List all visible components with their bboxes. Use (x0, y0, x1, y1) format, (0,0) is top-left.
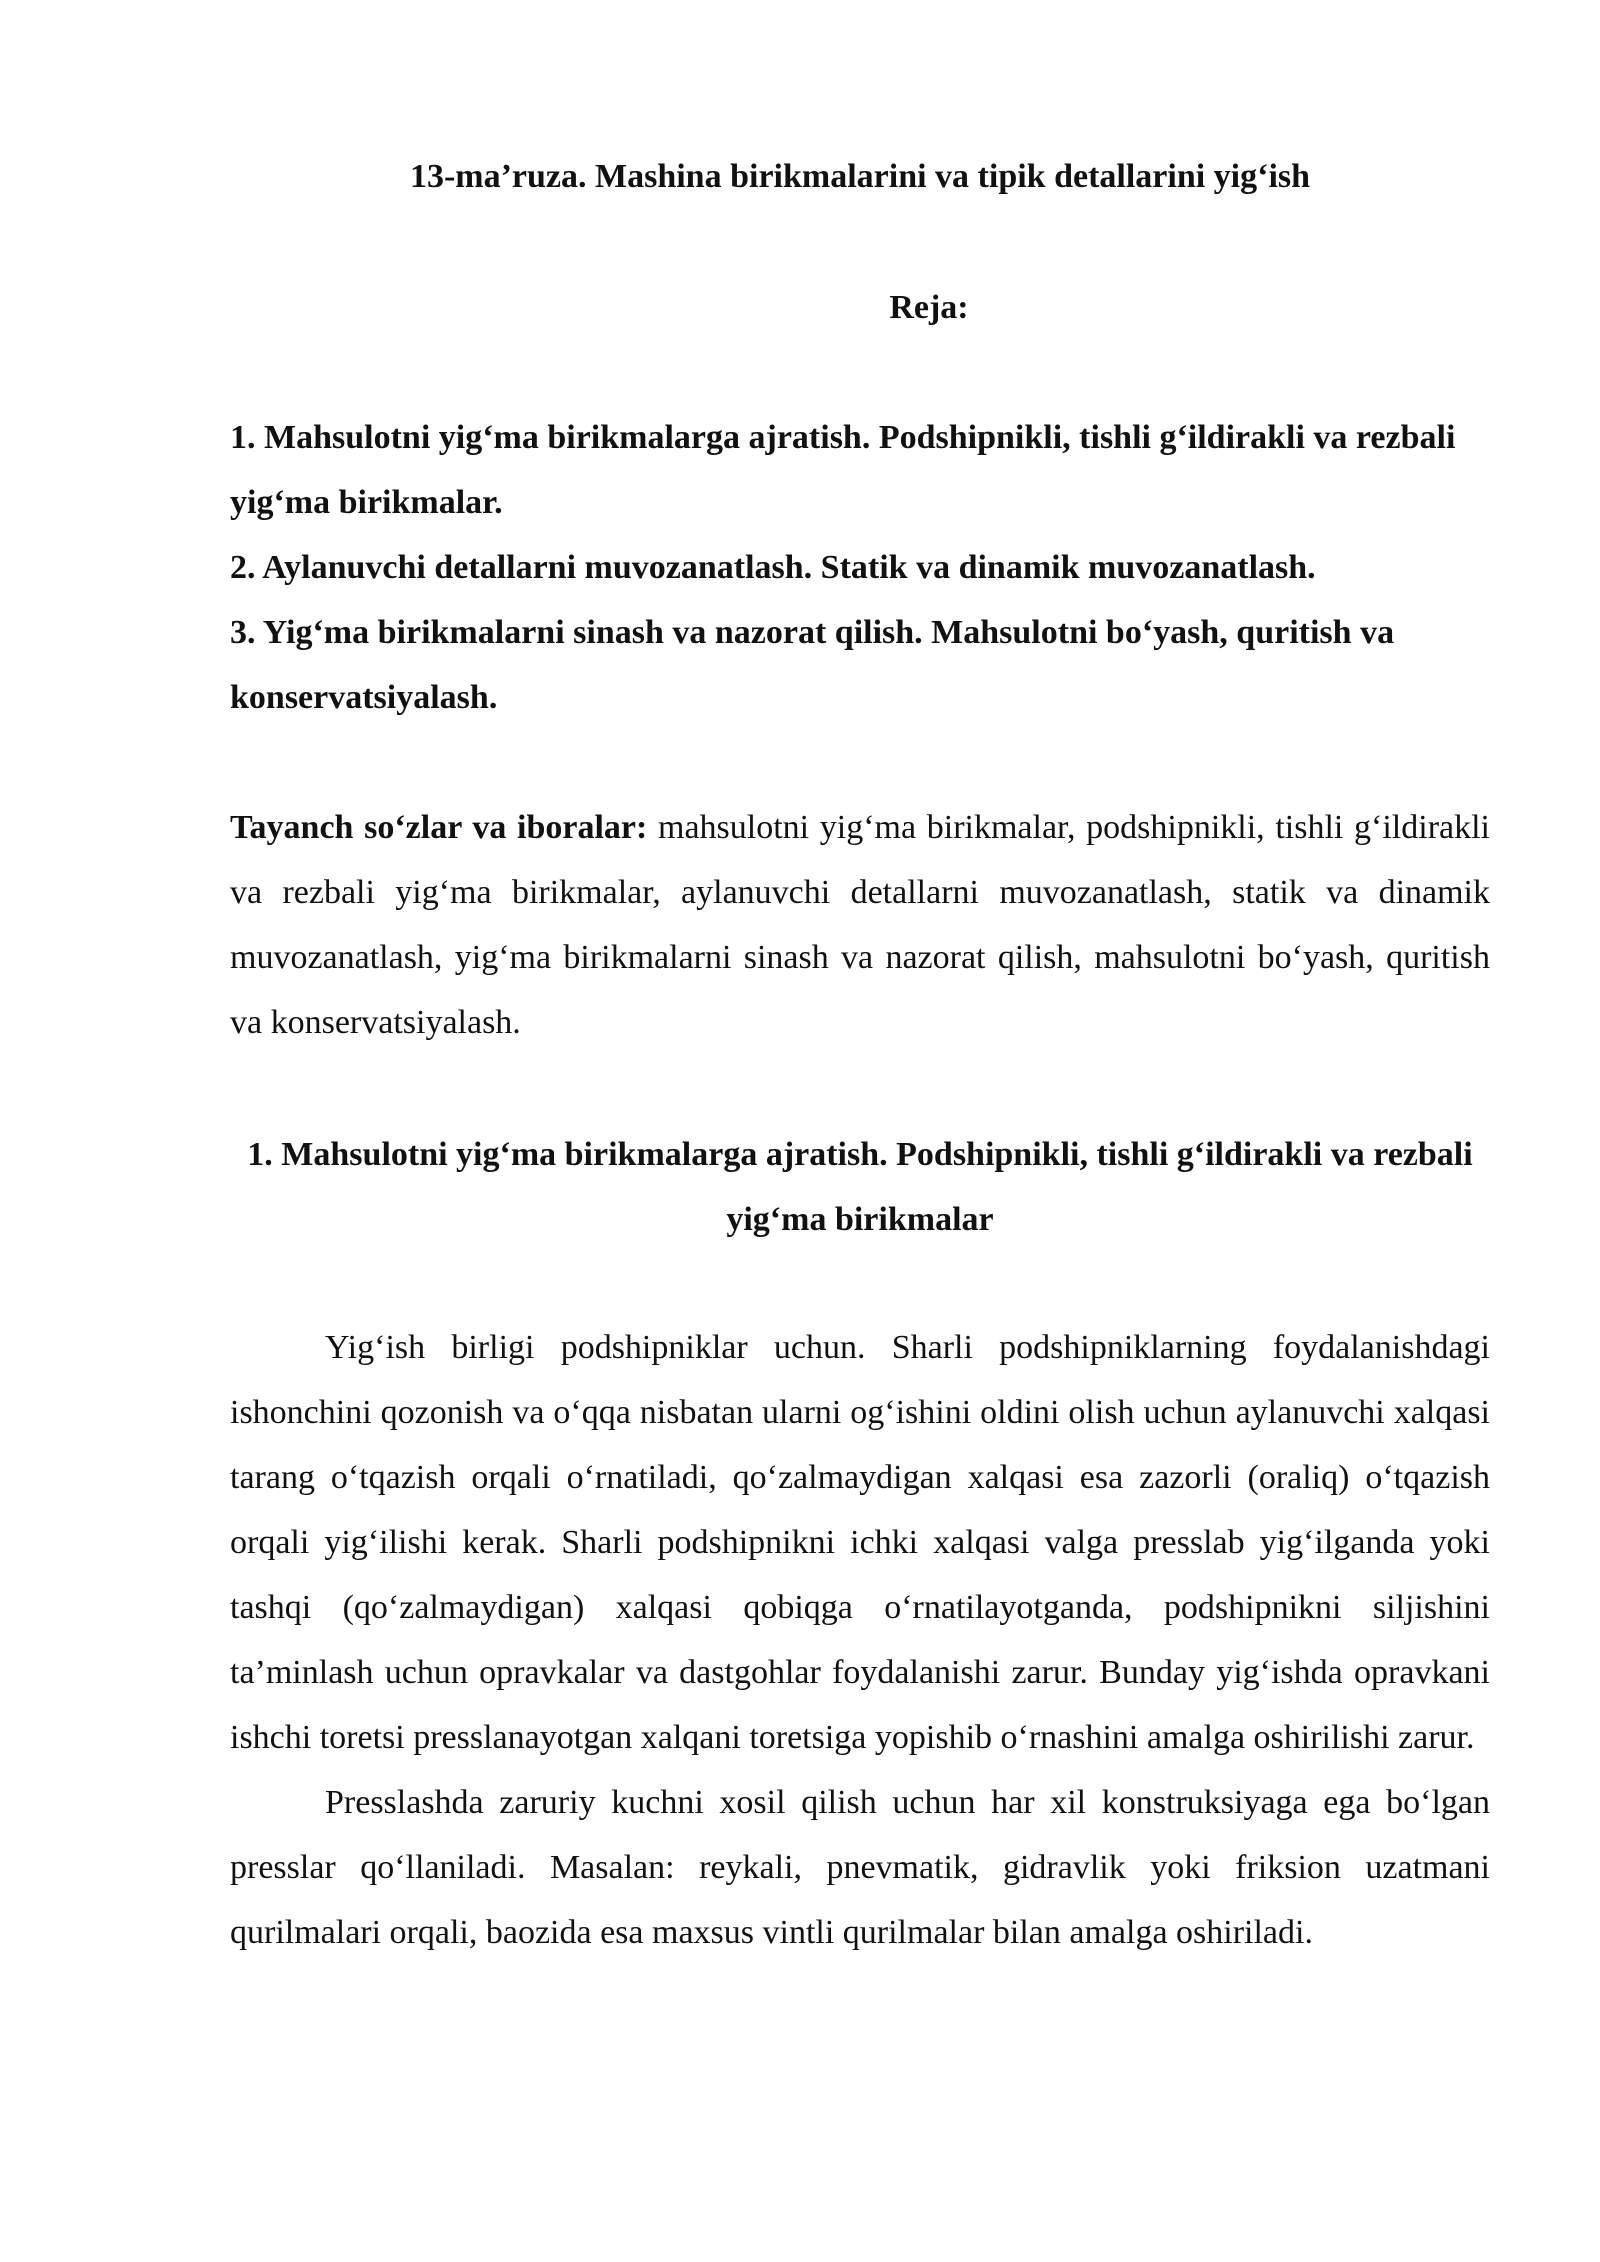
keywords-paragraph (230, 795, 1490, 1055)
plan-heading: Reja: (889, 289, 969, 326)
section-heading: 1. Mahsulotni yig‘ma birikmalarga ajratish. Podshipnikli, tishli g‘ildirakli va rezbali yig‘ma birikmalar (247, 1136, 1473, 1238)
body-paragraph: Yig‘ish birligi podshipniklar uchun. Sharli podshipniklarning foydalanishdagi ishonchini qozonish va o‘qqa nisbatan ularni og‘ishini oldini olish uchun aylanuvchi xalqasi tarang o‘tqazish orqali o‘rnatiladi, qo‘zalmaydigan xalqasi esa zazorli (oraliq) o‘tqazish orqali yig‘ilishi kerak. Sharli podshipnikni ichki xalqasi valga presslab yig‘ilganda yoki tashqi (qo‘zalmaydigan) xalqasi qobiqga o‘rnatilayotganda, podshipnikni siljishini ta’minlash uchun opravkalar va dastgohlar foydalanishi zarur. Bunday yig‘ishda opravkani ishchi toretsi presslanayotgan xalqani toretsiga yopishib o‘rnashini amalga oshirilishi zarur. (230, 1329, 1490, 1756)
plan-list (230, 405, 1490, 730)
keywords-text: mahsulotni yig‘ma birikmalar, podshipnikli, tishli g‘ildirakli va rezbali yig‘ma birikmalar, aylanuvchi detallarni muvozanatlash, statik va dinamik muvozanatlash, yig‘ma birikmalarni sinash va nazorat qilish, mahsulotni bo‘yash, quritish va konservatsiyalash. (230, 809, 1490, 1041)
lecture-title: 13-ma’ruza. Mashina birikmalarini va tipik detallarini yig‘ish (409, 158, 1311, 195)
plan-item: 2. Aylanuvchi detallarni muvozanatlash. Statik va dinamik muvozanatlash. (230, 549, 1316, 586)
body-text (230, 1315, 1490, 1965)
plan-item: 3. Yig‘ma birikmalarni sinash va nazorat qilish. Mahsulotni bo‘yash, quritish va konservatsiyalash. (230, 614, 1395, 716)
plan-item: 1. Mahsulotni yig‘ma birikmalarga ajratish. Podshipnikli, tishli g‘ildirakli va rezbali yig‘ma birikmalar. (230, 419, 1456, 521)
body-paragraph: Presslashda zaruriy kuchni xosil qilish uchun har xil konstruksiyaga ega bo‘lgan presslar qo‘llaniladi. Masalan: reykali, pnevmatik, gidravlik yoki friksion uzatmani qurilmalari orqali, baozida esa maxsus vintli qurilmalar bilan amalga oshiriladi. (230, 1784, 1490, 1951)
keywords-label: Tayanch so‘zlar va iboralar: (230, 809, 648, 846)
